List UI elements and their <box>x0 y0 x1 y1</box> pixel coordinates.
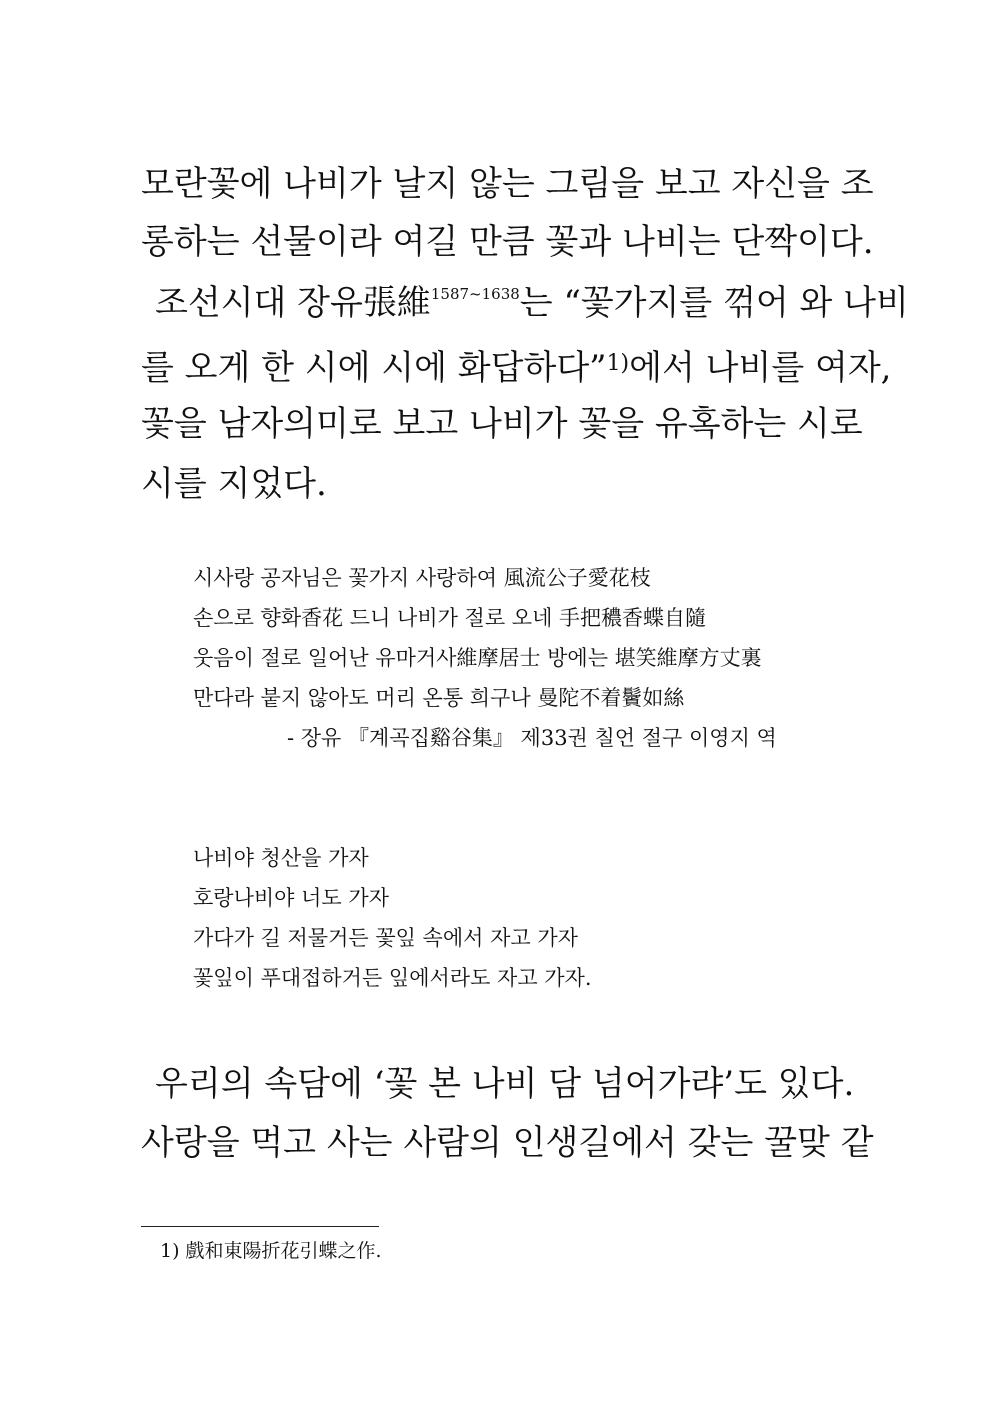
body-text-line: 우리의 속담에 ‘꽃 본 나비 담 넘어가랴’도 있다. <box>155 1064 855 1104</box>
body-text-line: 롱하는 선물이라 여길 만큼 꽃과 나비는 단짝이다. <box>141 222 874 262</box>
body-text-line: 시를 지었다. <box>141 464 327 504</box>
footnote-reference: 1) <box>606 351 630 376</box>
poem-citation: - 장유 『계곡집谿谷集』 제33권 칠언 절구 이영지 역 <box>287 726 777 750</box>
poem-line: 가다가 길 저물거든 꽃잎 속에서 자고 가자 <box>193 926 578 950</box>
text-fragment: 조선시대 장유張維 <box>155 283 431 323</box>
poem-line: 웃음이 절로 일어난 유마거사維摩居士 방에는 堪笑維摩方丈裏 <box>193 646 762 670</box>
poem-line: 호랑나비야 너도 가자 <box>193 886 389 910</box>
poem-line: 시사랑 공자님은 꽃가지 사랑하여 風流公子愛花枝 <box>193 566 651 590</box>
body-text-line <box>141 344 892 388</box>
body-text-line: 꽃을 남자의미로 보고 나비가 꽃을 유혹하는 시로 <box>141 404 863 444</box>
superscript-years: 1587~1638 <box>430 285 520 303</box>
text-fragment: 를 오게 한 시에 시에 화답하다” <box>141 348 607 388</box>
poem-line: 꽃잎이 푸대접하거든 잎에서라도 자고 가자. <box>193 966 592 990</box>
body-text-line <box>141 283 909 323</box>
body-text-line: 사랑을 먹고 사는 사람의 인생길에서 갖는 꿀맞 같 <box>141 1123 874 1163</box>
text-fragment: 에서 나비를 여자, <box>629 348 892 388</box>
poem-line: 만다라 붙지 않아도 머리 온통 희구나 曼陀不着鬢如絲 <box>193 686 685 710</box>
footnote: 1) 戲和東陽折花引蝶之作. <box>160 1240 382 1262</box>
poem-line: 나비야 청산을 가자 <box>193 846 369 870</box>
footnote-separator <box>141 1226 379 1227</box>
body-text-line: 모란꽃에 나비가 날지 않는 그림을 보고 자신을 조 <box>141 164 874 204</box>
poem-line: 손으로 향화香花 드니 나비가 절로 오네 手把穠香蝶自隨 <box>193 606 707 630</box>
text-fragment: 는 “꽃가지를 꺾어 와 나비 <box>519 283 909 323</box>
